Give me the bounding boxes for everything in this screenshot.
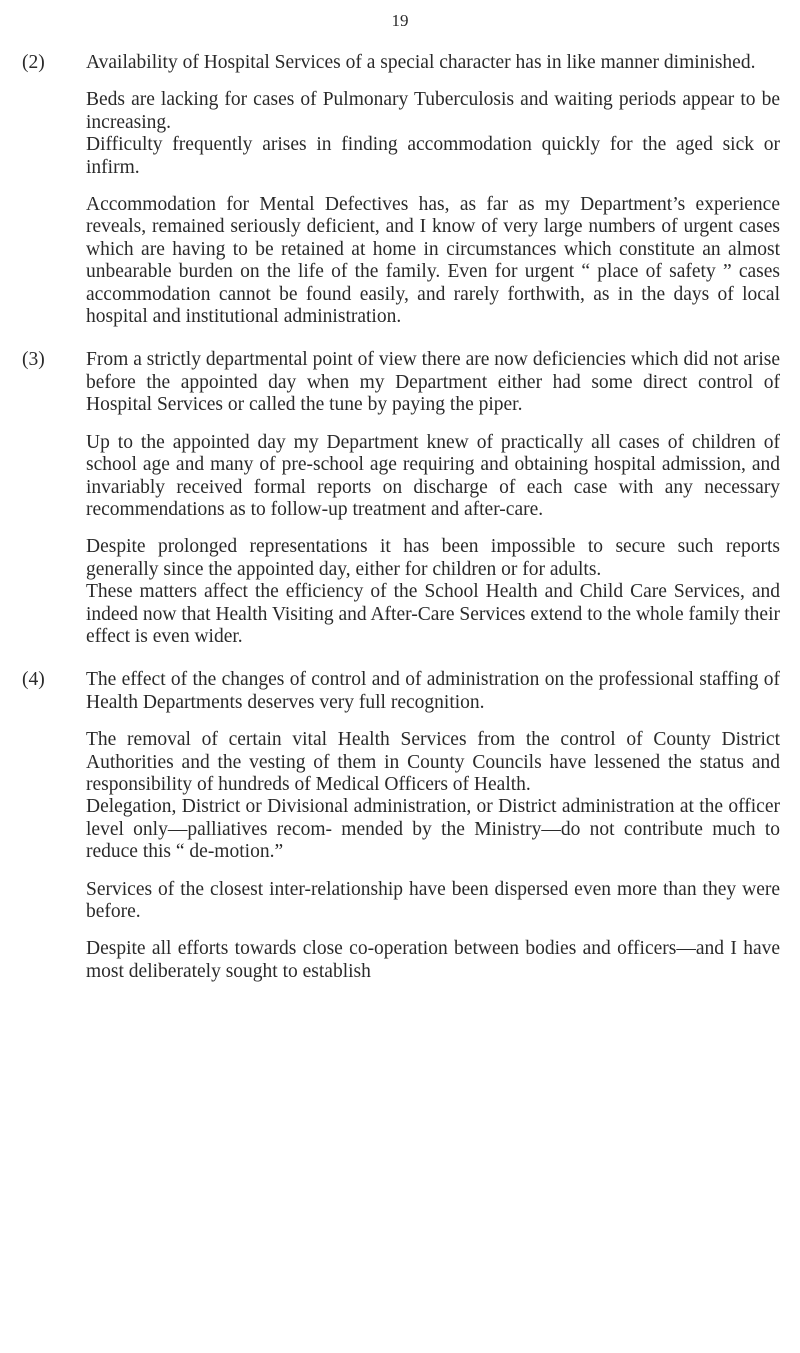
paragraph: Despite all efforts towards close co-operation between bodies and officers—and I have most deliberately sought to establish (86, 938, 780, 982)
paragraph: Services of the closest inter-relationship have been dispersed even more than they were before. (86, 878, 780, 922)
paragraph: The effect of the changes of control and of administration on the professional staffing of Health Departments deserves very full recognition. (86, 669, 780, 713)
paragraph: Despite prolonged representations it has been impossible to secure such reports generally since the appointed day, either for children or for adults. (86, 536, 780, 580)
page-number: 19 (391, 11, 409, 30)
section-3 (22, 349, 780, 648)
section-number: (3) (22, 349, 45, 371)
section-number: (2) (22, 52, 45, 73)
paragraph: Delegation, District or Divisional administration, or District administration at the officer level only—palliatives recom- mended by the Ministry—do not contribute much to reduce this “ de-motion.” (86, 796, 780, 863)
document-body (22, 52, 780, 1004)
paragraph: These matters affect the efficiency of the School Health and Child Care Services, and indeed now that Health Visiting and After-Care Services extend to the whole family their effect is even wider. (86, 581, 780, 647)
section-4 (22, 669, 780, 983)
section-number: (4) (22, 669, 45, 691)
paragraph: From a strictly departmental point of view there are now deficiencies which did not arise before the appointed day when my Department either had some direct control of Hospital Services or called the tune by paying the piper. (86, 349, 780, 416)
paragraph: Accommodation for Mental Defectives has, as far as my Department’s experience reveals, remained seriously deficient, and I know of very large numbers of urgent cases which are having to be retained at home in circumstances which constitute an almost unbearable burden on the life of the family. Even for urgent “ place of safety ” cases accommodation cannot be found easily, and rarely forthwith, as in the days of local hospital and institutional administration. (86, 194, 780, 328)
paragraph: Availability of Hospital Services of a special character has in like manner diminished. (86, 52, 756, 73)
paragraph: Beds are lacking for cases of Pulmonary Tuberculosis and waiting periods appear to be increasing. (86, 89, 780, 133)
section-2 (22, 52, 780, 328)
paragraph: The removal of certain vital Health Services from the control of County District Authorities and the vesting of them in County Councils have lessened the status and responsibility of hundreds of Medical Officers of Health. (86, 729, 780, 795)
paragraph: Difficulty frequently arises in finding accommodation quickly for the aged sick or infirm. (86, 134, 780, 178)
paragraph: Up to the appointed day my Department knew of practically all cases of children of school age and many of pre-school age requiring and obtaining hospital admission, and invariably received formal reports on discharge of each case with any necessary recommendations as to follow-up treatment and after-care. (86, 431, 780, 520)
